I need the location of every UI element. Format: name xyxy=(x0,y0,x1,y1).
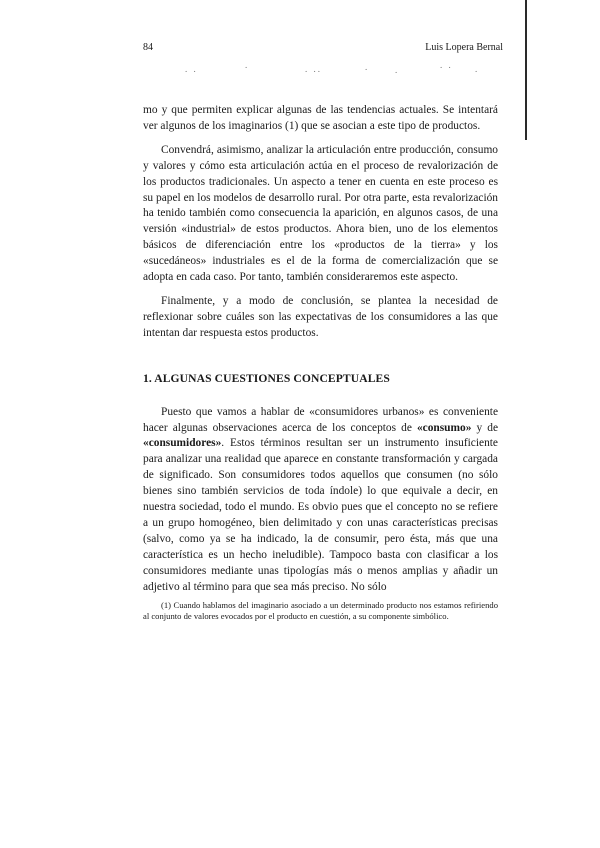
paragraph-text: . Estos términos resultan ser un instrumento insuficiente para analizar una realidad que aparece en constante transformación y cargada de significado. Son consumidores todos aquellos que consumen (no sólo bienes sino también servicios de toda índole) lo que equivale a decir, en nuestra sociedad, todo el mundo. Es obvio pues que el concepto no se refiere a un grupo homogéneo, bien delimitado y con unas características precisas (salvo, como ya se ha indicado, la de consumir, pero ésta, más que una característica es un hecho ineludible). Tampoco basta con clasificar a los consumidores mediante unas tipologías más o menos amplias y añadir un adjetivo al término para que sea más preciso. No sólo xyxy=(143,437,498,593)
footnote xyxy=(143,600,498,622)
bold-term-consumidores: «consumidores» xyxy=(143,437,222,450)
footnote-text: (1) Cuando hablamos del imaginario asociado a un determinado producto nos estamos refiriendo al conjunto de valores evocados por el producto en cuestión, a su componente simbólico. xyxy=(143,600,498,622)
paragraph-text: Puesto que vamos a hablar de «consumidores urbanos» es conveniente hacer algunas observaciones acerca de los conceptos de xyxy=(143,405,498,434)
page-number: 84 xyxy=(143,42,153,53)
paragraph xyxy=(143,405,498,596)
paragraph-continuation: mo y que permiten explicar algunas de las tendencias actuales. Se intentará ver algunos de los imaginarios (1) que se asocian a este tipo de productos. xyxy=(143,104,498,132)
page-body xyxy=(143,103,498,595)
bold-term-consumo: «consumo» xyxy=(416,421,472,434)
page-edge-rule xyxy=(525,0,527,140)
paragraph-text: y de xyxy=(471,421,498,434)
paragraph: Finalmente, y a modo de conclusión, se plantea la necesidad de reflexionar sobre cuáles son las expectativas de los consumidores a las que intentan dar respuesta estos productos. xyxy=(143,294,498,339)
running-head-author: Luis Lopera Bernal xyxy=(425,42,503,53)
section-heading: 1. ALGUNAS CUESTIONES CONCEPTUALES xyxy=(143,371,390,385)
scan-specks: . . . . .. . . . . . xyxy=(185,60,480,75)
paragraph: Convendrá, asimismo, analizar la articulación entre producción, consumo y valores y cómo esta articulación actúa en el proceso de revalorización de los productos tradicionales. Un aspecto a tener en cuenta en este proceso es su papel en los modelos de desarrollo rural. Por otra parte, esta revalorización ha tenido también como consecuencia la aparición, en algunos casos, de una versión «industrial» de estos productos. Ahora bien, uno de los elementos básicos de diferenciación entre los «productos de la tierra» y los «sucedáneos» industriales es el de la forma de comercialización que se adopta en cada caso. Por tanto, también consideraremos este aspecto. xyxy=(143,143,498,284)
